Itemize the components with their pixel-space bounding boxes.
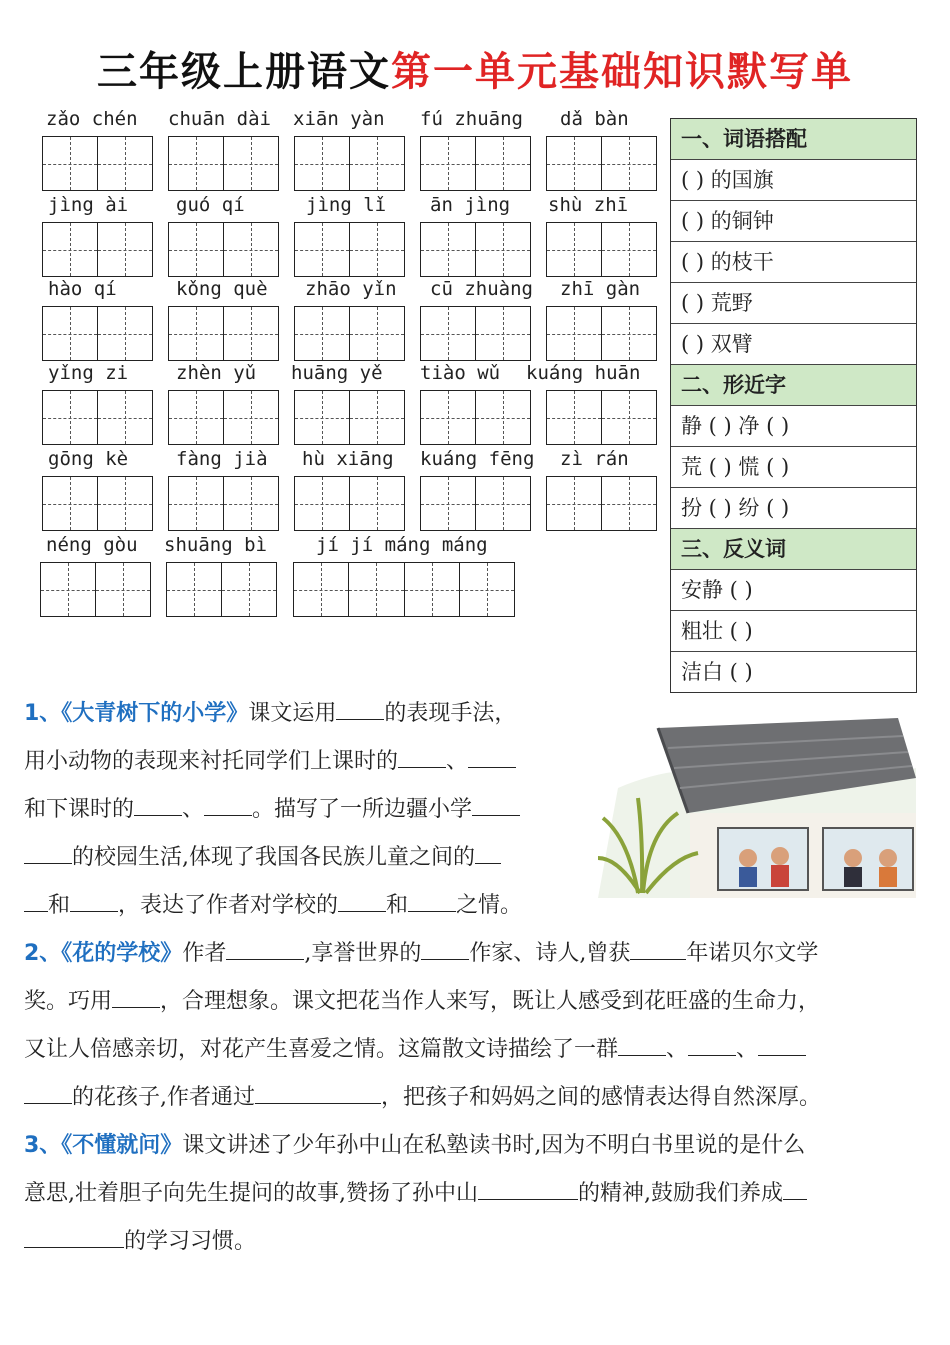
- answer-blank[interactable]: [478, 1179, 578, 1200]
- writing-grid[interactable]: [293, 562, 515, 617]
- pinyin-label: hù xiāng: [302, 448, 394, 470]
- q1-text: 和: [386, 893, 409, 918]
- pinyin-label: dǎ bàn: [560, 108, 629, 130]
- pinyin-label: shù zhī: [548, 194, 629, 216]
- collocation-item[interactable]: ( ) 双臂: [671, 324, 916, 365]
- q3-line-3: [24, 1218, 256, 1266]
- pinyin-label: guó qí: [176, 194, 245, 216]
- writing-grid[interactable]: [546, 476, 657, 531]
- answer-blank[interactable]: [24, 843, 72, 864]
- pinyin-label: yǐng zi: [48, 362, 129, 384]
- writing-grid[interactable]: [420, 306, 531, 361]
- pinyin-label: zì rán: [560, 448, 629, 470]
- pinyin-label: kǒng què: [176, 278, 268, 300]
- pinyin-label: huāng yě: [291, 362, 383, 384]
- q1-text: 和下课时的: [24, 797, 135, 822]
- q2-text: 、: [666, 1037, 689, 1062]
- writing-grid[interactable]: [546, 136, 657, 191]
- pinyin-label: hào qí: [48, 278, 117, 300]
- page-title: [0, 40, 950, 97]
- answer-blank[interactable]: [468, 747, 516, 768]
- answer-blank[interactable]: [24, 1083, 72, 1104]
- writing-grid[interactable]: [294, 476, 405, 531]
- writing-grid[interactable]: [42, 136, 153, 191]
- collocation-item[interactable]: ( ) 的枝干: [671, 242, 916, 283]
- q1-text: 用小动物的表现来衬托同学们上课时的: [24, 749, 399, 774]
- q3-text: 意思,壮着胆子向先生提问的故事,赞扬了孙中山: [24, 1181, 478, 1206]
- writing-grid[interactable]: [42, 476, 153, 531]
- section-title-antonyms: 三、反义词: [671, 529, 916, 570]
- answer-blank[interactable]: [204, 795, 252, 816]
- similar-char-item[interactable]: 静 ( ) 净 ( ): [671, 406, 916, 447]
- answer-blank[interactable]: [688, 1035, 736, 1056]
- pinyin-label: shuāng bì: [164, 534, 267, 556]
- pinyin-label: zǎo chén: [46, 108, 138, 130]
- pinyin-label: jìng lǐ: [306, 194, 387, 216]
- writing-grid[interactable]: [546, 222, 657, 277]
- pinyin-label: kuáng fēng: [420, 448, 535, 470]
- section-title-collocation: 一、词语搭配: [671, 119, 916, 160]
- writing-grid[interactable]: [294, 390, 405, 445]
- q3-line-2: [24, 1170, 807, 1218]
- answer-blank[interactable]: [70, 891, 118, 912]
- q2-line-4: [24, 1074, 821, 1122]
- writing-grid[interactable]: [42, 222, 153, 277]
- answer-blank[interactable]: [24, 1227, 124, 1248]
- writing-grid[interactable]: [42, 390, 153, 445]
- q2-line-3: [24, 1026, 806, 1074]
- pinyin-label: gōng kè: [48, 448, 129, 470]
- answer-blank[interactable]: [398, 747, 446, 768]
- writing-grid[interactable]: [420, 136, 531, 191]
- q3-text: 的学习习惯。: [124, 1229, 257, 1254]
- q2-text: ,享誉世界的: [304, 941, 422, 966]
- writing-grid[interactable]: [168, 476, 279, 531]
- pinyin-label: fú zhuāng: [420, 108, 523, 130]
- antonym-item[interactable]: 洁白 ( ): [681, 660, 753, 684]
- q2-text: 作者: [182, 941, 227, 966]
- pinyin-label: zhèn yǔ: [176, 362, 257, 384]
- pinyin-label: xiān yàn: [293, 108, 385, 130]
- writing-grid[interactable]: [420, 390, 531, 445]
- q3-text: 课文讲述了少年孙中山在私塾读书时,因为不明白书里说的是什么: [182, 1133, 806, 1158]
- q2-text: ，合理想象。课文把花当作人来写，既让人感受到花旺盛的生命力，: [160, 989, 821, 1014]
- q2-text: 的花孩子,作者通过: [72, 1085, 255, 1110]
- writing-grid[interactable]: [168, 136, 279, 191]
- pinyin-label: fàng jià: [176, 448, 268, 470]
- pinyin-label: zhī gàn: [560, 278, 641, 300]
- q3-text: 的精神,鼓励我们养成: [578, 1181, 783, 1206]
- answer-blank[interactable]: [24, 891, 48, 912]
- pinyin-label: zhāo yǐn: [305, 278, 397, 300]
- q1-text: 之情。: [456, 893, 523, 918]
- pinyin-label: néng gòu: [46, 534, 138, 556]
- similar-char-item[interactable]: 荒 ( ) 慌 ( ): [671, 447, 916, 488]
- q2-text: 年诺贝尔文学: [686, 941, 819, 966]
- writing-grid[interactable]: [166, 562, 277, 617]
- q1-text: 的校园生活,体现了我国各民族儿童之间的: [72, 845, 475, 870]
- answer-blank[interactable]: [408, 891, 456, 912]
- q1-text: 和: [48, 893, 71, 918]
- pinyin-label: jìng ài: [48, 194, 129, 216]
- answer-blank[interactable]: [338, 891, 386, 912]
- collocation-item[interactable]: ( ) 的国旗: [671, 160, 916, 201]
- antonym-item[interactable]: 粗壮 ( ): [671, 611, 916, 652]
- answer-blank[interactable]: [336, 699, 384, 720]
- q2-text: 作家、诗人,曾获: [469, 941, 631, 966]
- answer-blank[interactable]: [618, 1035, 666, 1056]
- writing-grid[interactable]: [546, 306, 657, 361]
- writing-grid[interactable]: [546, 390, 657, 445]
- side-exercise-panel: [670, 118, 917, 693]
- pinyin-label: kuáng huān: [526, 362, 641, 384]
- answer-blank[interactable]: [226, 939, 304, 960]
- answer-blank[interactable]: [112, 987, 160, 1008]
- q1-line-3: [24, 786, 520, 834]
- pinyin-label: ān jìng: [430, 194, 511, 216]
- q1-line-2: [24, 738, 516, 786]
- writing-grid[interactable]: [168, 306, 279, 361]
- q2-text: ，把孩子和妈妈之间的感情表达得自然深厚。: [381, 1085, 822, 1110]
- school-house-illustration: [598, 718, 916, 898]
- q2-label: 2、《花的学校》: [24, 941, 183, 966]
- writing-grid[interactable]: [420, 476, 531, 531]
- answer-blank[interactable]: [475, 843, 501, 864]
- q1-label: 1、《大青树下的小学》: [24, 701, 249, 726]
- writing-grid[interactable]: [168, 222, 279, 277]
- pinyin-label: chuān dài: [168, 108, 271, 130]
- writing-grid[interactable]: [294, 306, 405, 361]
- q2-text: 又让人倍感亲切，对花产生喜爱之情。这篇散文诗描绘了一群: [24, 1037, 619, 1062]
- q2-text: 、: [736, 1037, 759, 1062]
- q1-text: 、: [182, 797, 205, 822]
- q1-line-4: [24, 834, 501, 882]
- q2-line-2: [24, 978, 820, 1026]
- pinyin-label: cū zhuàng: [430, 278, 533, 300]
- q1-text: 。描写了一所边疆小学: [252, 797, 473, 822]
- answer-blank[interactable]: [421, 939, 469, 960]
- title-red: 第一单元基础知识默写单: [391, 49, 853, 95]
- collocation-item[interactable]: ( ) 的铜钟: [671, 201, 916, 242]
- answer-blank[interactable]: [758, 1035, 806, 1056]
- antonym-item[interactable]: 安静 ( ): [671, 570, 916, 611]
- writing-grid[interactable]: [294, 222, 405, 277]
- answer-blank[interactable]: [630, 939, 686, 960]
- similar-char-item[interactable]: 扮 ( ) 纷 ( ): [671, 488, 916, 529]
- q1-text: ，表达了作者对学校的: [118, 893, 339, 918]
- q2-line-1: [24, 930, 818, 978]
- section-title-similar-chars: 二、形近字: [671, 365, 916, 406]
- q1-text: 的表现手法，: [384, 701, 517, 726]
- q3-label: 3、《不懂就问》: [24, 1133, 183, 1158]
- title-black: 三年级上册语文: [97, 49, 391, 95]
- q3-line-1: [24, 1122, 805, 1170]
- answer-blank[interactable]: [472, 795, 520, 816]
- pinyin-label: tiào wǔ: [420, 362, 501, 384]
- writing-grid[interactable]: [40, 562, 151, 617]
- writing-grid[interactable]: [168, 390, 279, 445]
- q1-text: 、: [446, 749, 469, 774]
- pinyin-label: jí jí máng máng: [316, 534, 488, 556]
- answer-blank[interactable]: [255, 1083, 381, 1104]
- writing-grid[interactable]: [294, 136, 405, 191]
- collocation-item[interactable]: ( ) 荒野: [671, 283, 916, 324]
- q1-line-5: [24, 882, 522, 930]
- answer-blank[interactable]: [783, 1179, 807, 1200]
- q2-text: 奖。巧用: [24, 989, 113, 1014]
- writing-grid[interactable]: [42, 306, 153, 361]
- q1-line-1: [24, 690, 516, 738]
- writing-grid[interactable]: [420, 222, 531, 277]
- answer-blank[interactable]: [134, 795, 182, 816]
- q1-text: 课文运用: [248, 701, 337, 726]
